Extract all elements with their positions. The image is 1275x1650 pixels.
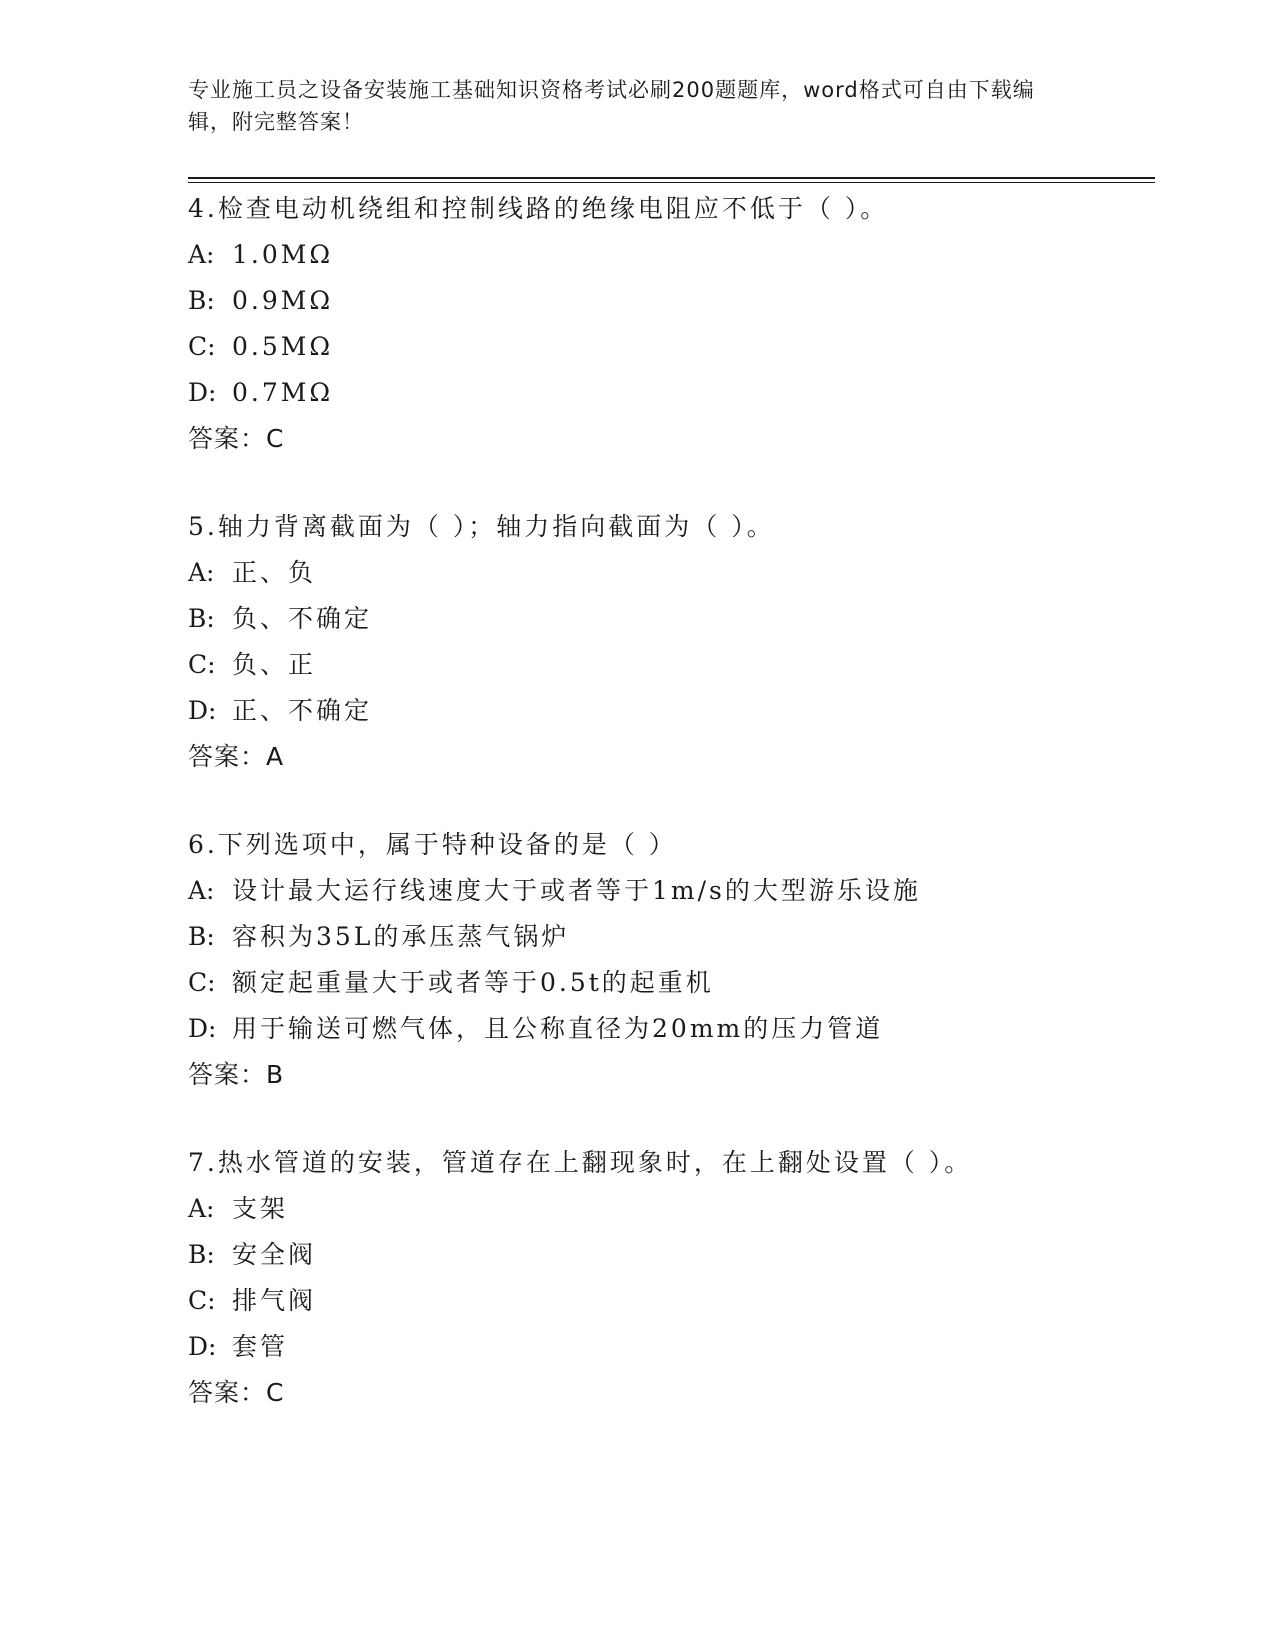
- option-letter: B:: [188, 1240, 215, 1269]
- option-c: [188, 1278, 1148, 1324]
- option-letter: B:: [188, 922, 215, 951]
- question-block: [188, 186, 1148, 462]
- question-title: 6.下列选项中，属于特种设备的是（ ）: [188, 830, 677, 859]
- option-text: 0.5MΩ: [232, 332, 334, 361]
- option-letter: B:: [188, 604, 215, 633]
- option-letter: D:: [188, 1332, 217, 1361]
- question-block: [188, 1140, 1148, 1416]
- option-c: [188, 960, 1148, 1006]
- option-text: 1.0MΩ: [232, 240, 334, 269]
- option-text: 0.7MΩ: [232, 378, 334, 407]
- answer-line: 答案：B: [188, 1060, 285, 1089]
- option-letter: D:: [188, 378, 217, 407]
- option-letter: A:: [188, 1194, 215, 1223]
- answer-line: 答案：C: [188, 1378, 285, 1407]
- option-letter: D:: [188, 1014, 217, 1043]
- option-d: [188, 1006, 1148, 1052]
- question-title: 5.轴力背离截面为（ ）；轴力指向截面为（ ）。: [188, 512, 775, 541]
- header-divider-thin: [188, 182, 1155, 183]
- header-divider-thick: [188, 177, 1155, 179]
- option-text: 负、不确定: [232, 604, 373, 633]
- option-c: [188, 642, 1148, 688]
- option-d: [188, 688, 1148, 734]
- option-letter: C:: [188, 968, 216, 997]
- question-title: 4.检查电动机绕组和控制线路的绝缘电阻应不低于（ ）。: [188, 194, 889, 223]
- option-letter: C:: [188, 1286, 216, 1315]
- option-c: [188, 324, 1148, 370]
- option-b: [188, 1232, 1148, 1278]
- option-d: [188, 370, 1148, 416]
- option-b: [188, 596, 1148, 642]
- option-text: 套管: [232, 1332, 289, 1361]
- option-text: 0.9MΩ: [232, 286, 334, 315]
- option-text: 用于输送可燃气体，且公称直径为20mm的压力管道: [232, 1014, 884, 1043]
- option-b: [188, 278, 1148, 324]
- option-a: [188, 868, 1148, 914]
- option-a: [188, 550, 1148, 596]
- option-a: [188, 232, 1148, 278]
- option-text: 正、不确定: [232, 696, 373, 725]
- option-letter: C:: [188, 332, 216, 361]
- option-text: 安全阀: [232, 1240, 317, 1269]
- option-text: 额定起重量大于或者等于0.5t的起重机: [232, 968, 714, 997]
- option-letter: A:: [188, 558, 215, 587]
- option-letter: D:: [188, 696, 217, 725]
- option-d: [188, 1324, 1148, 1370]
- option-a: [188, 1186, 1148, 1232]
- question-block: [188, 822, 1148, 1098]
- option-text: 负、正: [232, 650, 317, 679]
- document-header: 专业施工员之设备安装施工基础知识资格考试必刷200题题库，word格式可自由下载编辑，附完整答案！: [188, 78, 1035, 134]
- option-letter: A:: [188, 240, 215, 269]
- answer-line: 答案：A: [188, 742, 285, 771]
- option-text: 排气阀: [232, 1286, 317, 1315]
- option-text: 支架: [232, 1194, 289, 1223]
- option-text: 容积为35L的承压蒸气锅炉: [232, 922, 570, 951]
- option-text: 正、负: [232, 558, 317, 587]
- option-text: 设计最大运行线速度大于或者等于1m/s的大型游乐设施: [232, 876, 921, 905]
- option-letter: C:: [188, 650, 216, 679]
- option-letter: A:: [188, 876, 215, 905]
- question-block: [188, 504, 1148, 780]
- answer-line: 答案：C: [188, 424, 285, 453]
- question-title: 7.热水管道的安装，管道存在上翻现象时，在上翻处设置（ ）。: [188, 1148, 973, 1177]
- option-b: [188, 914, 1148, 960]
- option-letter: B:: [188, 286, 215, 315]
